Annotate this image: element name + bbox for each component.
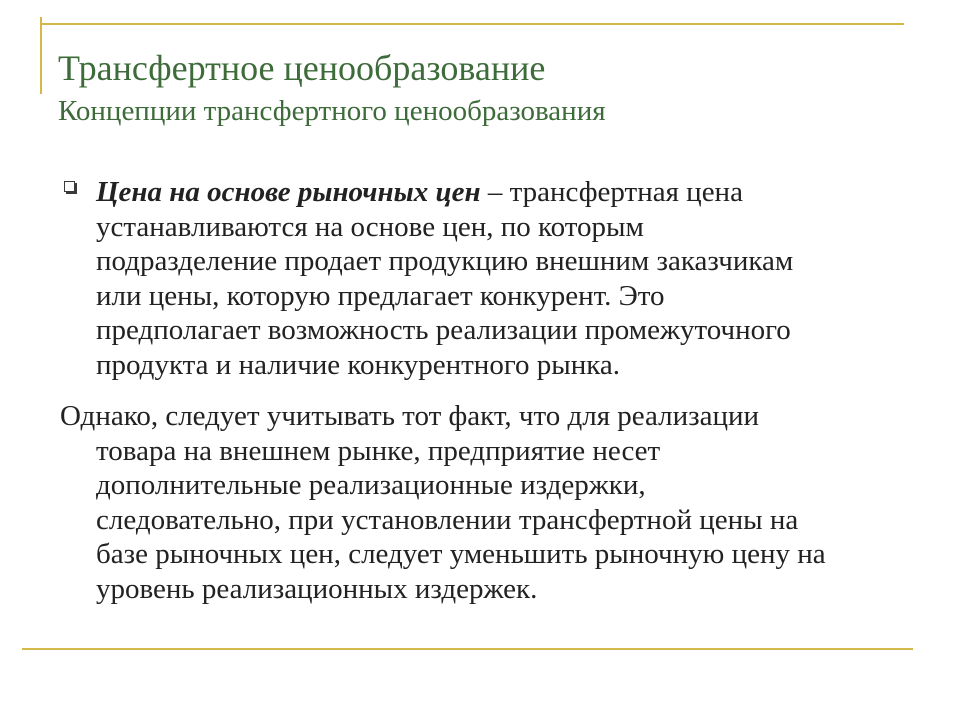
square-bullet-icon (64, 181, 75, 192)
bottom-divider (22, 648, 913, 650)
paragraph-line: уровень реализационных издержек. (96, 572, 538, 605)
bullet-emphasis: Цена на основе рыночных цен (96, 176, 481, 208)
slide-title: Трансфертное ценообразование (58, 48, 546, 88)
bullet-line: или цены, которую предлагает конкурент. Это (96, 279, 665, 312)
bullet-line (96, 175, 896, 210)
paragraph-line: базе рыночных цен, следует уменьшить рыночную цену на (96, 538, 826, 570)
bullet-line: продукта и наличие конкурентного рынка. (96, 348, 621, 381)
bullet-line: подразделение продает продукцию внешним заказчикам (96, 245, 794, 277)
body-paragraph (60, 399, 910, 606)
bullet-line: предполагает возможность реализации промежуточного (96, 314, 791, 346)
paragraph-line: следовательно, при установлении трансфертной цены на (96, 503, 799, 536)
bullet-line-rest: – трансфертная цена (480, 176, 743, 208)
paragraph-line: Однако, следует учитывать тот факт, что для реализации (60, 400, 760, 432)
paragraph-line: товара на внешнем рынке, предприятие несет (96, 434, 661, 467)
bullet-line: устанавливаются на основе цен, по которым (96, 210, 644, 243)
left-divider (40, 17, 42, 94)
slide-subtitle: Концепции трансфертного ценообразования (58, 95, 606, 127)
paragraph-line: дополнительные реализационные издержки, (96, 469, 646, 501)
bullet-paragraph (96, 175, 896, 382)
top-divider (40, 23, 904, 25)
